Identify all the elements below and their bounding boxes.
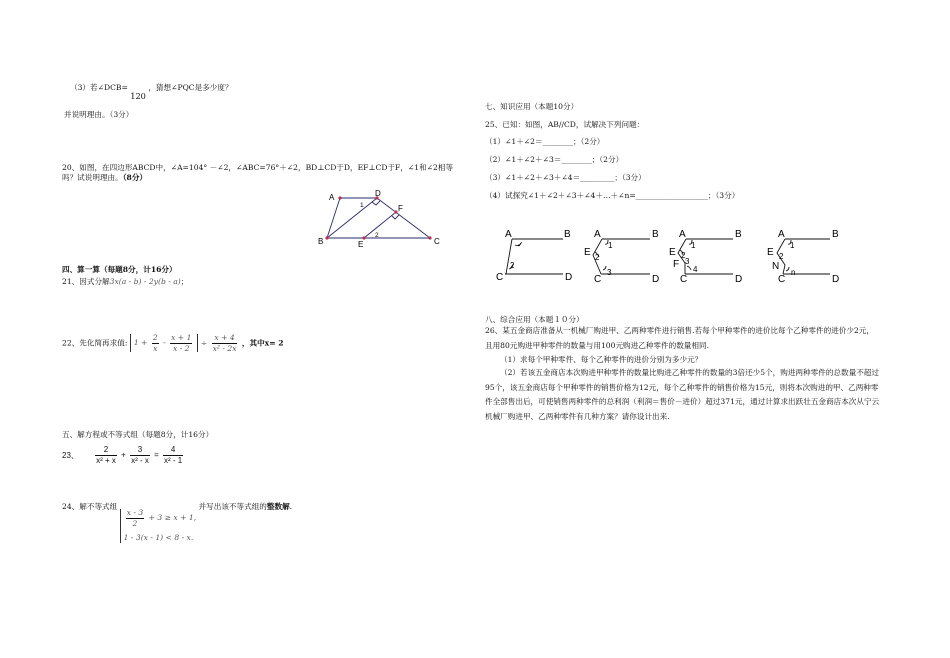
section7-title: 七、知识应用（本题10分）	[485, 102, 579, 111]
q25-figures	[495, 225, 845, 295]
svg-text:E: E	[584, 247, 591, 258]
section8-title: 八、综合应用（本题１０分）	[485, 315, 584, 324]
label-d: D	[375, 189, 381, 198]
q24-text: 24、解不等式组 $\frac{x - 3}{2}$ + 3 ≥ x + 1, 1 - 3(x - 1) < 8 - x. 并写出该不等式组的整数解.	[62, 502, 293, 543]
svg-text:2: 2	[779, 252, 784, 261]
svg-text:A: A	[778, 229, 785, 240]
svg-text:2: 2	[510, 261, 515, 270]
q26-para1: 26、某五金商店准备从一机械厂购进甲、乙两种零件进行销售.若每个甲种零件的进价比每个乙种零件的进价少2元，且用80元购进甲种零件的数量与用100元购进乙种零件的数量相同.	[485, 326, 874, 350]
q25-part2: （2）∠1＋∠2＋∠3＝________；（2分）	[485, 155, 624, 164]
svg-text:D: D	[832, 274, 840, 285]
q21-text: 21、因式分解3x(a - b) - 2y(b - a)；	[62, 277, 189, 286]
q26-sub1: （1）求每个甲种零件、每个乙种零件的进价分别为多少元？	[500, 355, 703, 364]
svg-text:n: n	[791, 268, 796, 277]
svg-text:C: C	[496, 272, 504, 283]
svg-text:E: E	[767, 247, 774, 258]
svg-text:C: C	[778, 274, 786, 285]
angle-1: 1	[360, 202, 364, 209]
svg-text:A: A	[505, 229, 512, 240]
svg-text:A: A	[679, 229, 686, 240]
svg-text:✓: ✓	[517, 240, 524, 249]
q20-line1: 20、如图，在四边形ABCD中，∠A=104° －∠2，∠ABC=76°＋∠2，BD⊥CD于D，EF⊥CD于F，∠1和∠2相等	[62, 163, 454, 172]
label-e: E	[358, 240, 364, 249]
section4-title: 四、算一算（每题8分，计16分）	[62, 265, 177, 274]
svg-text:B: B	[735, 229, 742, 240]
q3-text: （3）若∠DCB= 120 ，猜想∠PQC是多少度？	[70, 83, 233, 101]
q22-text: 22、先化简再求值: 1 + $\frac{2}{x}$ - $\frac{x + 1}{x - 2}$ ÷ $\frac{x + 4}{\text{x² - 2x}}$ ，其中x= 2	[62, 333, 284, 353]
svg-text:3: 3	[685, 257, 690, 266]
q20-figure	[318, 188, 452, 250]
q26-sub2: （2）若该五金商店本次购进甲种零件的数量比购进乙种零件的数量的3倍还少5个，购进两种零件的总数量不超过95个，该五金商店每个甲种零件的销售价格为12元，每个乙种零件的销售价格为15元，则将本次购进的甲、乙两种零件全部售出后，可使销售两种零件的总利润（利润＝售价－进价）超过371元，通过计算求出跃壮五金商店本次从宁云机械厂购进甲、乙两种零件有几种方案？请你设计出来.	[485, 368, 880, 421]
svg-text:B: B	[652, 229, 659, 240]
edge-dc	[377, 198, 430, 238]
svg-text:1: 1	[691, 241, 696, 250]
edge-ab	[327, 198, 340, 238]
svg-text:4: 4	[693, 265, 698, 274]
angle-2: 2	[375, 232, 379, 239]
q25-part1: （1）∠1＋∠2＝________；（2分）	[485, 137, 605, 146]
edge-ef	[364, 212, 396, 238]
svg-text:C: C	[680, 274, 688, 285]
svg-text:F: F	[673, 259, 680, 270]
edge-bd	[327, 198, 377, 238]
svg-text:B: B	[832, 229, 839, 240]
svg-text:D: D	[735, 274, 743, 285]
svg-text:D: D	[565, 272, 573, 283]
q25-part4: （4）试探究∠1＋∠2＋∠3＋∠4＋…＋∠n=___________________；（3分）	[485, 191, 740, 200]
q20-line2: 吗？试说明理由。（8分）	[62, 173, 148, 182]
svg-text:D: D	[652, 274, 660, 285]
svg-text:1: 1	[790, 241, 795, 250]
label-b: B	[318, 237, 324, 246]
label-f: F	[398, 204, 403, 213]
svg-text:2: 2	[681, 251, 686, 260]
svg-text:A: A	[594, 229, 601, 240]
svg-text:C: C	[594, 274, 602, 285]
svg-text:B: B	[564, 229, 571, 240]
svg-text:3: 3	[607, 268, 612, 277]
svg-text:N: N	[772, 261, 780, 272]
label-a: A	[329, 193, 335, 202]
q25-intro: 25、已知：如图，AB//CD，试解决下列问题：	[485, 120, 645, 129]
label-c: C	[434, 237, 440, 246]
right-angle-f	[392, 215, 399, 219]
svg-text:2: 2	[595, 253, 600, 262]
section5-title: 五、解方程或不等式组（每题8分，计16分）	[62, 430, 214, 439]
q3-line2: 并说明理由。（3分）	[64, 110, 134, 119]
q23-equation: 23、 $\frac{2}{\text{x² + x}}$ + $\frac{3}{\text{x² - x}}$ = $\frac{4}{\text{x² - 1}}$	[62, 445, 183, 465]
svg-text:E: E	[669, 247, 676, 258]
q25-part3: （3）∠1＋∠2＋∠3＋∠4＝_________；（3分）	[485, 173, 646, 182]
svg-text:1: 1	[608, 241, 613, 250]
q3-angle-value: 120	[130, 91, 146, 101]
